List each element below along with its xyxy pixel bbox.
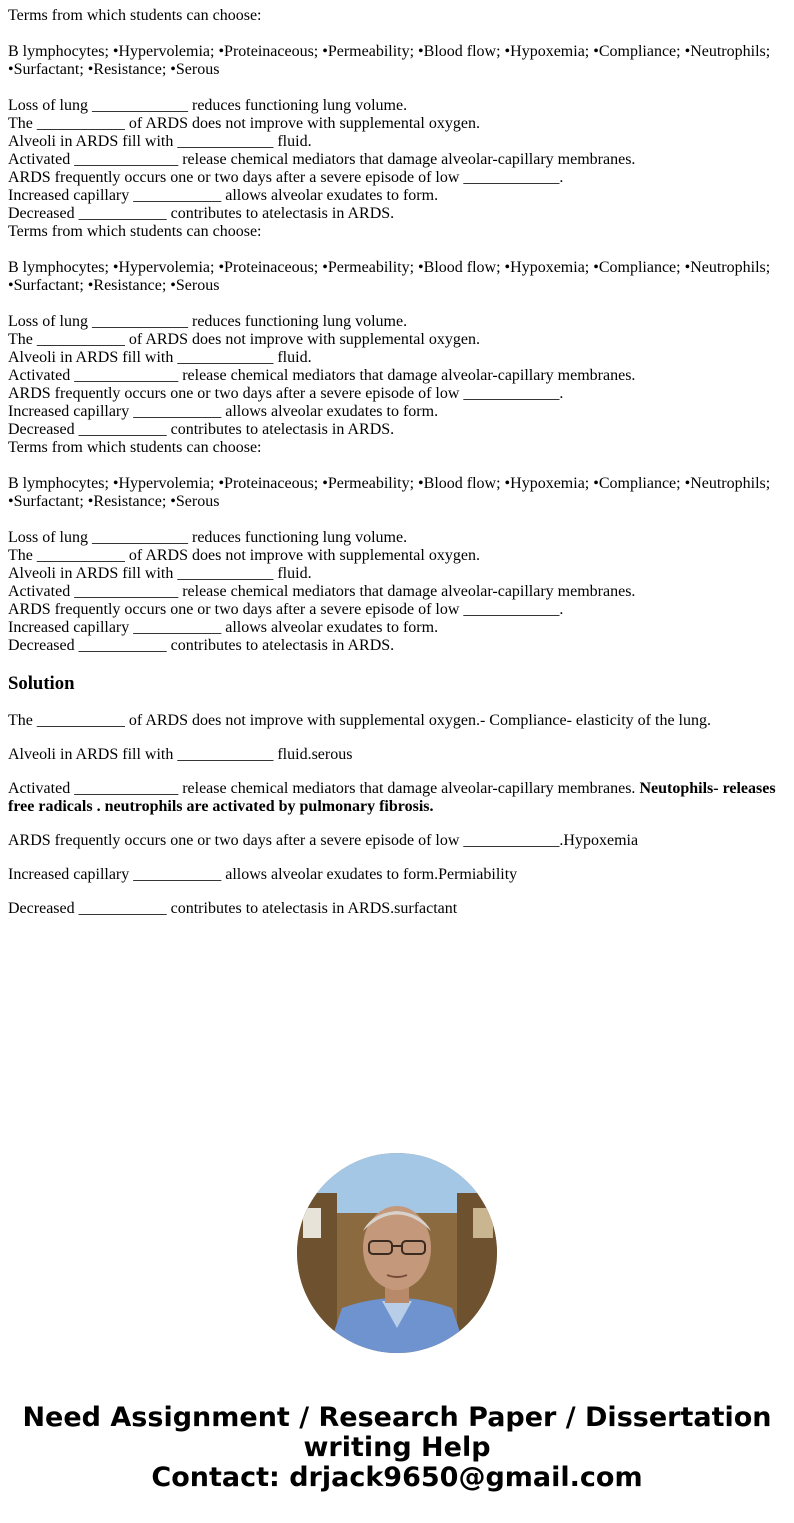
- question-item: ARDS frequently occurs one or two days after a severe episode of low ____________.: [8, 385, 564, 402]
- question-item: Loss of lung ____________ reduces functioning lung volume.: [8, 529, 408, 546]
- terms-heading: Terms from which students can choose:: [8, 7, 262, 24]
- question-item: Increased capillary ___________ allows alveolar exudates to form.: [8, 403, 439, 420]
- footer-line: Need Assignment / Research Paper / Dissertation: [22, 1402, 772, 1433]
- question-item: Loss of lung ____________ reduces functioning lung volume.: [8, 97, 408, 114]
- solution-paragraph: Decreased ___________ contributes to atelectasis in ARDS.surfactant: [8, 900, 458, 917]
- terms-heading: Terms from which students can choose:: [8, 439, 262, 456]
- footer-contact: Contact: drjack9650@gmail.com: [151, 1462, 643, 1493]
- question-block: [8, 439, 786, 655]
- solution-paragraph: [8, 780, 786, 816]
- footer-line: writing Help: [303, 1432, 491, 1463]
- author-avatar: [297, 1153, 497, 1353]
- question-item: Activated _____________ release chemical mediators that damage alveolar-capillary membranes.: [8, 367, 636, 384]
- terms-heading: Terms from which students can choose:: [8, 223, 262, 240]
- question-item: Increased capillary ___________ allows alveolar exudates to form.: [8, 187, 439, 204]
- question-block: [8, 7, 786, 223]
- solution-bold-text: Neutophils- releases free radicals . neutrophils are activated by pulmonary fibrosis.: [8, 780, 776, 815]
- solution-paragraph: The ___________ of ARDS does not improve with supplemental oxygen.- Compliance- elasticity of the lung.: [8, 712, 711, 729]
- question-block: [8, 223, 786, 439]
- question-item: The ___________ of ARDS does not improve with supplemental oxygen.: [8, 547, 480, 564]
- question-item: ARDS frequently occurs one or two days after a severe episode of low ____________.: [8, 169, 564, 186]
- footer-promo: [0, 1403, 794, 1493]
- question-item: Alveoli in ARDS fill with ____________ fluid.: [8, 349, 312, 366]
- question-item: ARDS frequently occurs one or two days after a severe episode of low ____________.: [8, 601, 564, 618]
- solution-paragraph: Alveoli in ARDS fill with ____________ fluid.serous: [8, 746, 353, 763]
- question-item: Increased capillary ___________ allows alveolar exudates to form.: [8, 619, 439, 636]
- question-item: Decreased ___________ contributes to atelectasis in ARDS.: [8, 637, 395, 654]
- terms-list: B lymphocytes; •Hypervolemia; •Proteinaceous; •Permeability; •Blood flow; •Hypoxemia; •Compliance; •Neutrophils; •Surfactant; •Resistance; •Serous: [8, 259, 771, 294]
- question-item: Activated _____________ release chemical mediators that damage alveolar-capillary membranes.: [8, 583, 636, 600]
- solution-text: Activated _____________ release chemical mediators that damage alveolar-capillary membranes.: [8, 780, 640, 797]
- solution-paragraph: Increased capillary ___________ allows alveolar exudates to form.Permiability: [8, 866, 518, 883]
- solution-body: [8, 712, 786, 918]
- terms-list: B lymphocytes; •Hypervolemia; •Proteinaceous; •Permeability; •Blood flow; •Hypoxemia; •Compliance; •Neutrophils; •Surfactant; •Resistance; •Serous: [8, 475, 771, 510]
- solution-paragraph: ARDS frequently occurs one or two days after a severe episode of low ____________.Hypoxemia: [8, 832, 639, 849]
- question-item: The ___________ of ARDS does not improve with supplemental oxygen.: [8, 331, 480, 348]
- document-content: [8, 7, 786, 918]
- question-item: The ___________ of ARDS does not improve with supplemental oxygen.: [8, 115, 480, 132]
- question-item: Alveoli in ARDS fill with ____________ fluid.: [8, 133, 312, 150]
- question-item: Alveoli in ARDS fill with ____________ fluid.: [8, 565, 312, 582]
- solution-heading: Solution: [8, 673, 75, 694]
- question-item: Decreased ___________ contributes to atelectasis in ARDS.: [8, 205, 395, 222]
- author-photo: [297, 1153, 497, 1353]
- question-item: Decreased ___________ contributes to atelectasis in ARDS.: [8, 421, 395, 438]
- question-item: Activated _____________ release chemical mediators that damage alveolar-capillary membranes.: [8, 151, 636, 168]
- question-item: Loss of lung ____________ reduces functioning lung volume.: [8, 313, 408, 330]
- terms-list: B lymphocytes; •Hypervolemia; •Proteinaceous; •Permeability; •Blood flow; •Hypoxemia; •Compliance; •Neutrophils; •Surfactant; •Resistance; •Serous: [8, 43, 771, 78]
